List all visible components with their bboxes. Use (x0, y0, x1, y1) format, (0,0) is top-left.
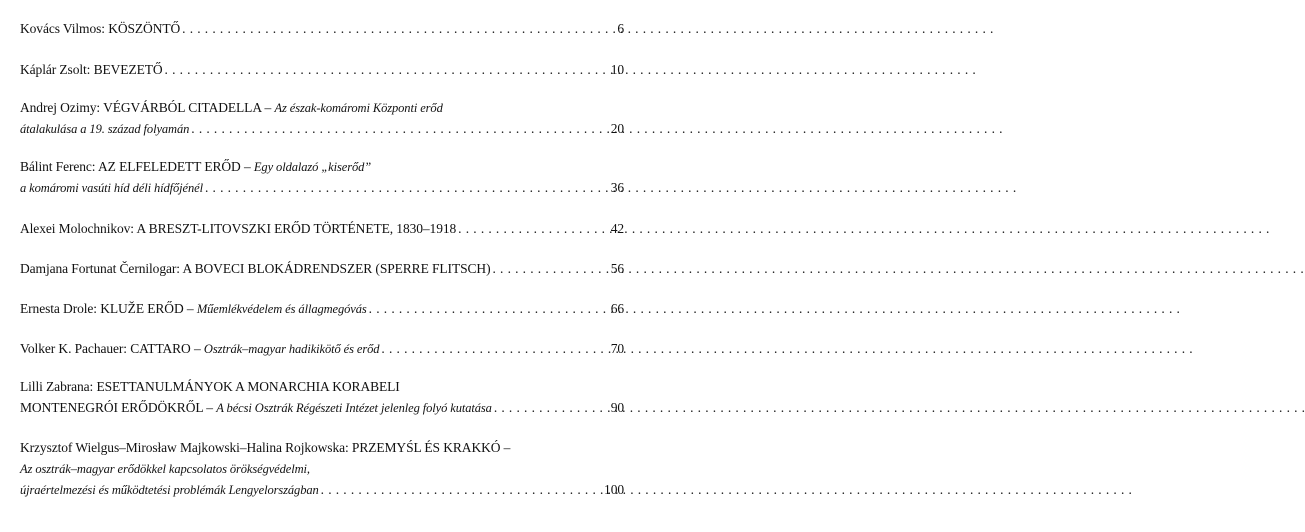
entry-author: Káplár Zsolt: (20, 62, 91, 77)
entry-title: VÉGVÁRBÓL CITADELLA – (103, 100, 272, 115)
toc-entry[interactable] (20, 437, 624, 500)
toc-line (20, 479, 624, 500)
dot-leader (205, 177, 602, 198)
entry-subtitle: Az osztrák–magyar erődökkel kapcsolatos örökségvédelmi, (20, 462, 310, 476)
toc-line (20, 258, 624, 279)
toc-line (20, 18, 624, 39)
entry-author: Kovács Vilmos: (20, 21, 105, 36)
toc-entry[interactable] (20, 218, 624, 239)
entry-author: Ernesta Drole: (20, 301, 97, 316)
toc-entry[interactable] (20, 18, 624, 39)
entry-page-number: 20 (610, 121, 624, 136)
dot-leader (381, 338, 602, 359)
entry-page-number: 90 (610, 400, 624, 415)
dot-leader (182, 18, 602, 39)
entry-page-number: 70 (610, 341, 624, 356)
entry-page-number: 6 (617, 21, 624, 36)
entry-subtitle: Osztrák–magyar hadikikötő és erőd (203, 342, 380, 356)
toc-line (20, 437, 624, 458)
entry-subtitle: Műemlékvédelem és állagmegóvás (196, 302, 367, 316)
entry-page-number: 10 (610, 62, 624, 77)
entry-subtitle: Egy oldalazó „kiserőd” (253, 160, 372, 174)
entry-subtitle: a komáromi vasúti híd déli hídfőjénél (20, 181, 203, 195)
dot-leader (494, 397, 602, 418)
toc-line (20, 338, 624, 359)
entry-page-number: 56 (610, 261, 624, 276)
dot-leader (369, 298, 602, 319)
entry-title: MONTENEGRÓI ERŐDÖKRŐL – (20, 400, 213, 415)
entry-title: PRZEMYŚL ÉS KRAKKÓ – (351, 440, 511, 455)
toc-line (20, 97, 624, 118)
entry-author: Andrej Ozimy: (20, 100, 101, 115)
entry-author: Lilli Zabrana: (20, 379, 94, 394)
entry-page-number: 42 (610, 221, 624, 236)
entry-page-number: 36 (610, 180, 624, 195)
dot-leader (165, 59, 602, 80)
entry-title: A BOVECI BLOKÁDRENDSZER (SPERRE FLITSCH) (182, 261, 491, 276)
dot-leader (191, 118, 602, 139)
toc-line (20, 177, 624, 198)
toc-entry[interactable] (20, 156, 624, 198)
entry-author: Alexei Molochnikov: (20, 221, 134, 236)
entry-page-number: 66 (610, 301, 624, 316)
entry-title: ESETTANULMÁNYOK A MONARCHIA KORABELI (96, 379, 400, 394)
toc-entry[interactable] (20, 376, 624, 418)
entry-author: Volker K. Pachauer: (20, 341, 127, 356)
toc-entry[interactable] (20, 338, 624, 359)
entry-subtitle: Az észak-komáromi Központi erőd (274, 101, 443, 115)
entry-title: BEVEZETŐ (93, 62, 163, 77)
entry-author: Bálint Ferenc: (20, 159, 96, 174)
entry-title: A BRESZT-LITOVSZKI ERŐD TÖRTÉNETE, 1830–1918 (136, 221, 457, 236)
entry-author: Krzysztof Wielgus–Mirosław Majkowski–Halina Rojkowska: (20, 440, 349, 455)
dot-leader (458, 218, 602, 239)
toc-line (20, 118, 624, 139)
toc-line (20, 397, 624, 418)
entry-title: AZ ELFELEDETT ERŐD – (98, 159, 251, 174)
toc-entry[interactable] (20, 258, 624, 279)
toc-line (20, 376, 624, 397)
table-of-contents (20, 0, 624, 532)
toc-entry[interactable] (20, 97, 624, 139)
entry-title: KLUŽE ERŐD – (100, 301, 194, 316)
toc-entry[interactable] (20, 59, 624, 80)
toc-line (20, 298, 624, 319)
toc-line (20, 218, 624, 239)
entry-subtitle: A bécsi Osztrák Régészeti Intézet jelenleg folyó kutatása (216, 401, 492, 415)
toc-line (20, 458, 624, 479)
entry-title: KÖSZÖNTŐ (108, 21, 181, 36)
entry-subtitle: újraértelmezési és működtetési problémák Lengyelországban (20, 483, 319, 497)
dot-leader (492, 258, 602, 279)
entry-author: Damjana Fortunat Černilogar: (20, 261, 180, 276)
dot-leader (321, 479, 600, 500)
entry-page-number: 100 (604, 482, 624, 497)
toc-entry[interactable] (20, 298, 624, 319)
entry-subtitle: átalakulása a 19. század folyamán (20, 122, 190, 136)
entry-title: CATTARO – (130, 341, 201, 356)
toc-line (20, 59, 624, 80)
toc-line (20, 156, 624, 177)
